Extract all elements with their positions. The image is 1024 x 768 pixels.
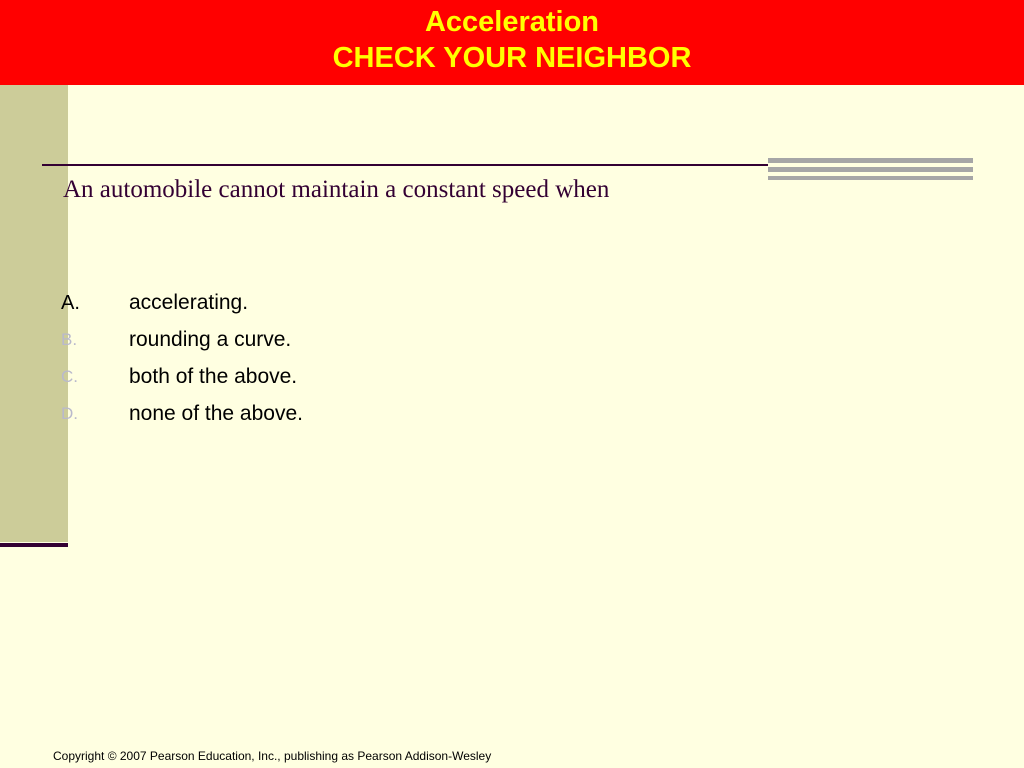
choice-text: none of the above. bbox=[129, 402, 303, 425]
choice-text: both of the above. bbox=[129, 365, 298, 388]
choice-letter: C. bbox=[61, 367, 78, 386]
choice-letter: A. bbox=[61, 292, 80, 314]
copyright-footer: Copyright © 2007 Pearson Education, Inc., publishing as Pearson Addison-Wesley bbox=[53, 749, 492, 763]
gray-bar bbox=[768, 176, 973, 180]
left-divider-rule bbox=[0, 543, 68, 547]
choice-text: accelerating. bbox=[129, 291, 249, 314]
choice-text: rounding a curve. bbox=[129, 328, 292, 351]
gray-bar bbox=[768, 167, 973, 172]
top-divider-rule bbox=[42, 164, 768, 166]
gray-bar bbox=[768, 158, 973, 163]
decorative-gray-bars bbox=[768, 158, 973, 184]
choice-letter: B. bbox=[61, 330, 78, 349]
slide-title bbox=[0, 4, 1024, 76]
choice-letter: D. bbox=[61, 404, 78, 423]
left-accent-strip bbox=[0, 85, 68, 542]
slide-title-line2: CHECK YOUR NEIGHBOR bbox=[332, 42, 692, 74]
question-text: An automobile cannot maintain a constant speed when bbox=[63, 176, 610, 203]
slide-title-line1: Acceleration bbox=[424, 6, 600, 38]
